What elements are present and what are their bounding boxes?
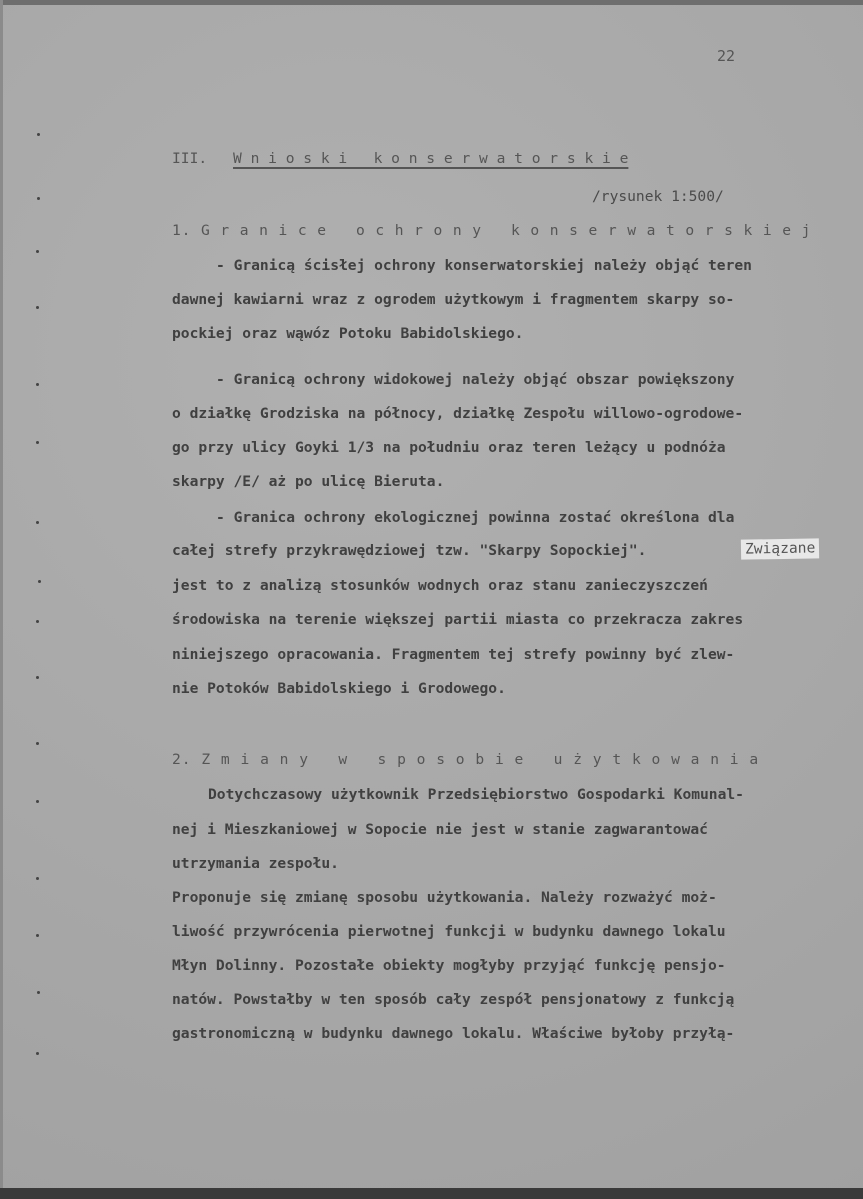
text-line: utrzymania zespołu. (172, 855, 339, 872)
text-line: nej i Mieszkaniowej w Sopocie nie jest w stanie zagwarantować (172, 821, 708, 838)
punch-mark (36, 1052, 39, 1055)
text-line: środowiska na terenie większej partii miasta co przekracza zakres (172, 611, 744, 628)
punch-mark (36, 250, 39, 253)
pasted-correction: Związane (741, 538, 820, 559)
punch-mark (36, 676, 39, 679)
punch-mark (37, 991, 40, 994)
text-line: jest to z analizą stosunków wodnych oraz stanu zanieczyszczeń (172, 577, 708, 594)
text-line: Dotychczasowy użytkownik Przedsiębiorstwo Gospodarki Komunal- (208, 786, 744, 803)
text-line: o działkę Grodziska na północy, działkę Zespołu willowo-ogrodowe- (172, 405, 744, 422)
text-line: natów. Powstałby w ten sposób cały zespół pensjonatowy z funkcją (172, 991, 735, 1008)
punch-mark (36, 306, 39, 309)
text-line: całej strefy przykrawędziowej tzw. "Skarpy Sopockiej". (172, 542, 647, 559)
punch-mark (36, 800, 39, 803)
punch-mark (36, 441, 39, 444)
text-line: go przy ulicy Goyki 1/3 na południu oraz teren leżący u podnóża (172, 439, 726, 456)
text-line: skarpy /E/ aż po ulicę Bieruta. (172, 473, 445, 490)
text-line: dawnej kawiarni wraz z ogrodem użytkowym i fragmentem skarpy so- (172, 291, 735, 308)
drawing-reference: /rysunek 1:500/ (592, 188, 724, 205)
text-line: liwość przywrócenia pierwotnej funkcji w budynku dawnego lokalu (172, 923, 726, 940)
section-numeral: III. (172, 150, 208, 167)
text-line: Proponuje się zmianę sposobu użytkowania. Należy rozważyć moż- (172, 889, 717, 906)
text-line: Młyn Dolinny. Pozostałe obiekty mogłyby przyjąć funkcję pensjo- (172, 957, 726, 974)
punch-mark (36, 383, 39, 386)
punch-mark (36, 934, 39, 937)
punch-mark (36, 521, 39, 524)
page-number: 22 (717, 47, 736, 65)
text-line: niniejszego opracowania. Fragmentem tej strefy powinny być zlew- (172, 646, 735, 663)
scan-edge-left (0, 0, 3, 1199)
punch-mark (36, 877, 39, 880)
text-line: - Granicą ochrony widokowej należy objąć obszar powiększony (216, 371, 735, 388)
scan-edge-top (0, 0, 863, 5)
punch-mark (37, 133, 40, 136)
section-title: W n i o s k i k o n s e r w a t o r s k i e (233, 150, 629, 167)
subsection-1-heading: 1. G r a n i c e o c h r o n y k o n s e r w a t o r s k i e j (172, 222, 812, 239)
punch-mark (36, 620, 39, 623)
punch-mark (36, 742, 39, 745)
text-line: gastronomiczną w budynku dawnego lokalu. Właściwe byłoby przyłą- (172, 1025, 735, 1042)
text-line: - Granicą ścisłej ochrony konserwatorskiej należy objąć teren (216, 257, 752, 274)
punch-mark (38, 580, 41, 583)
text-line: - Granica ochrony ekologicznej powinna zostać określona dla (216, 509, 735, 526)
scan-edge-bottom (0, 1188, 863, 1199)
subsection-2-heading: 2. Z m i a n y w s p o s o b i e u ż y t k o w a n i a (172, 751, 760, 768)
text-line: pockiej oraz wąwóz Potoku Babidolskiego. (172, 325, 524, 342)
text-line: nie Potoków Babidolskiego i Grodowego. (172, 680, 506, 697)
punch-mark (37, 197, 40, 200)
